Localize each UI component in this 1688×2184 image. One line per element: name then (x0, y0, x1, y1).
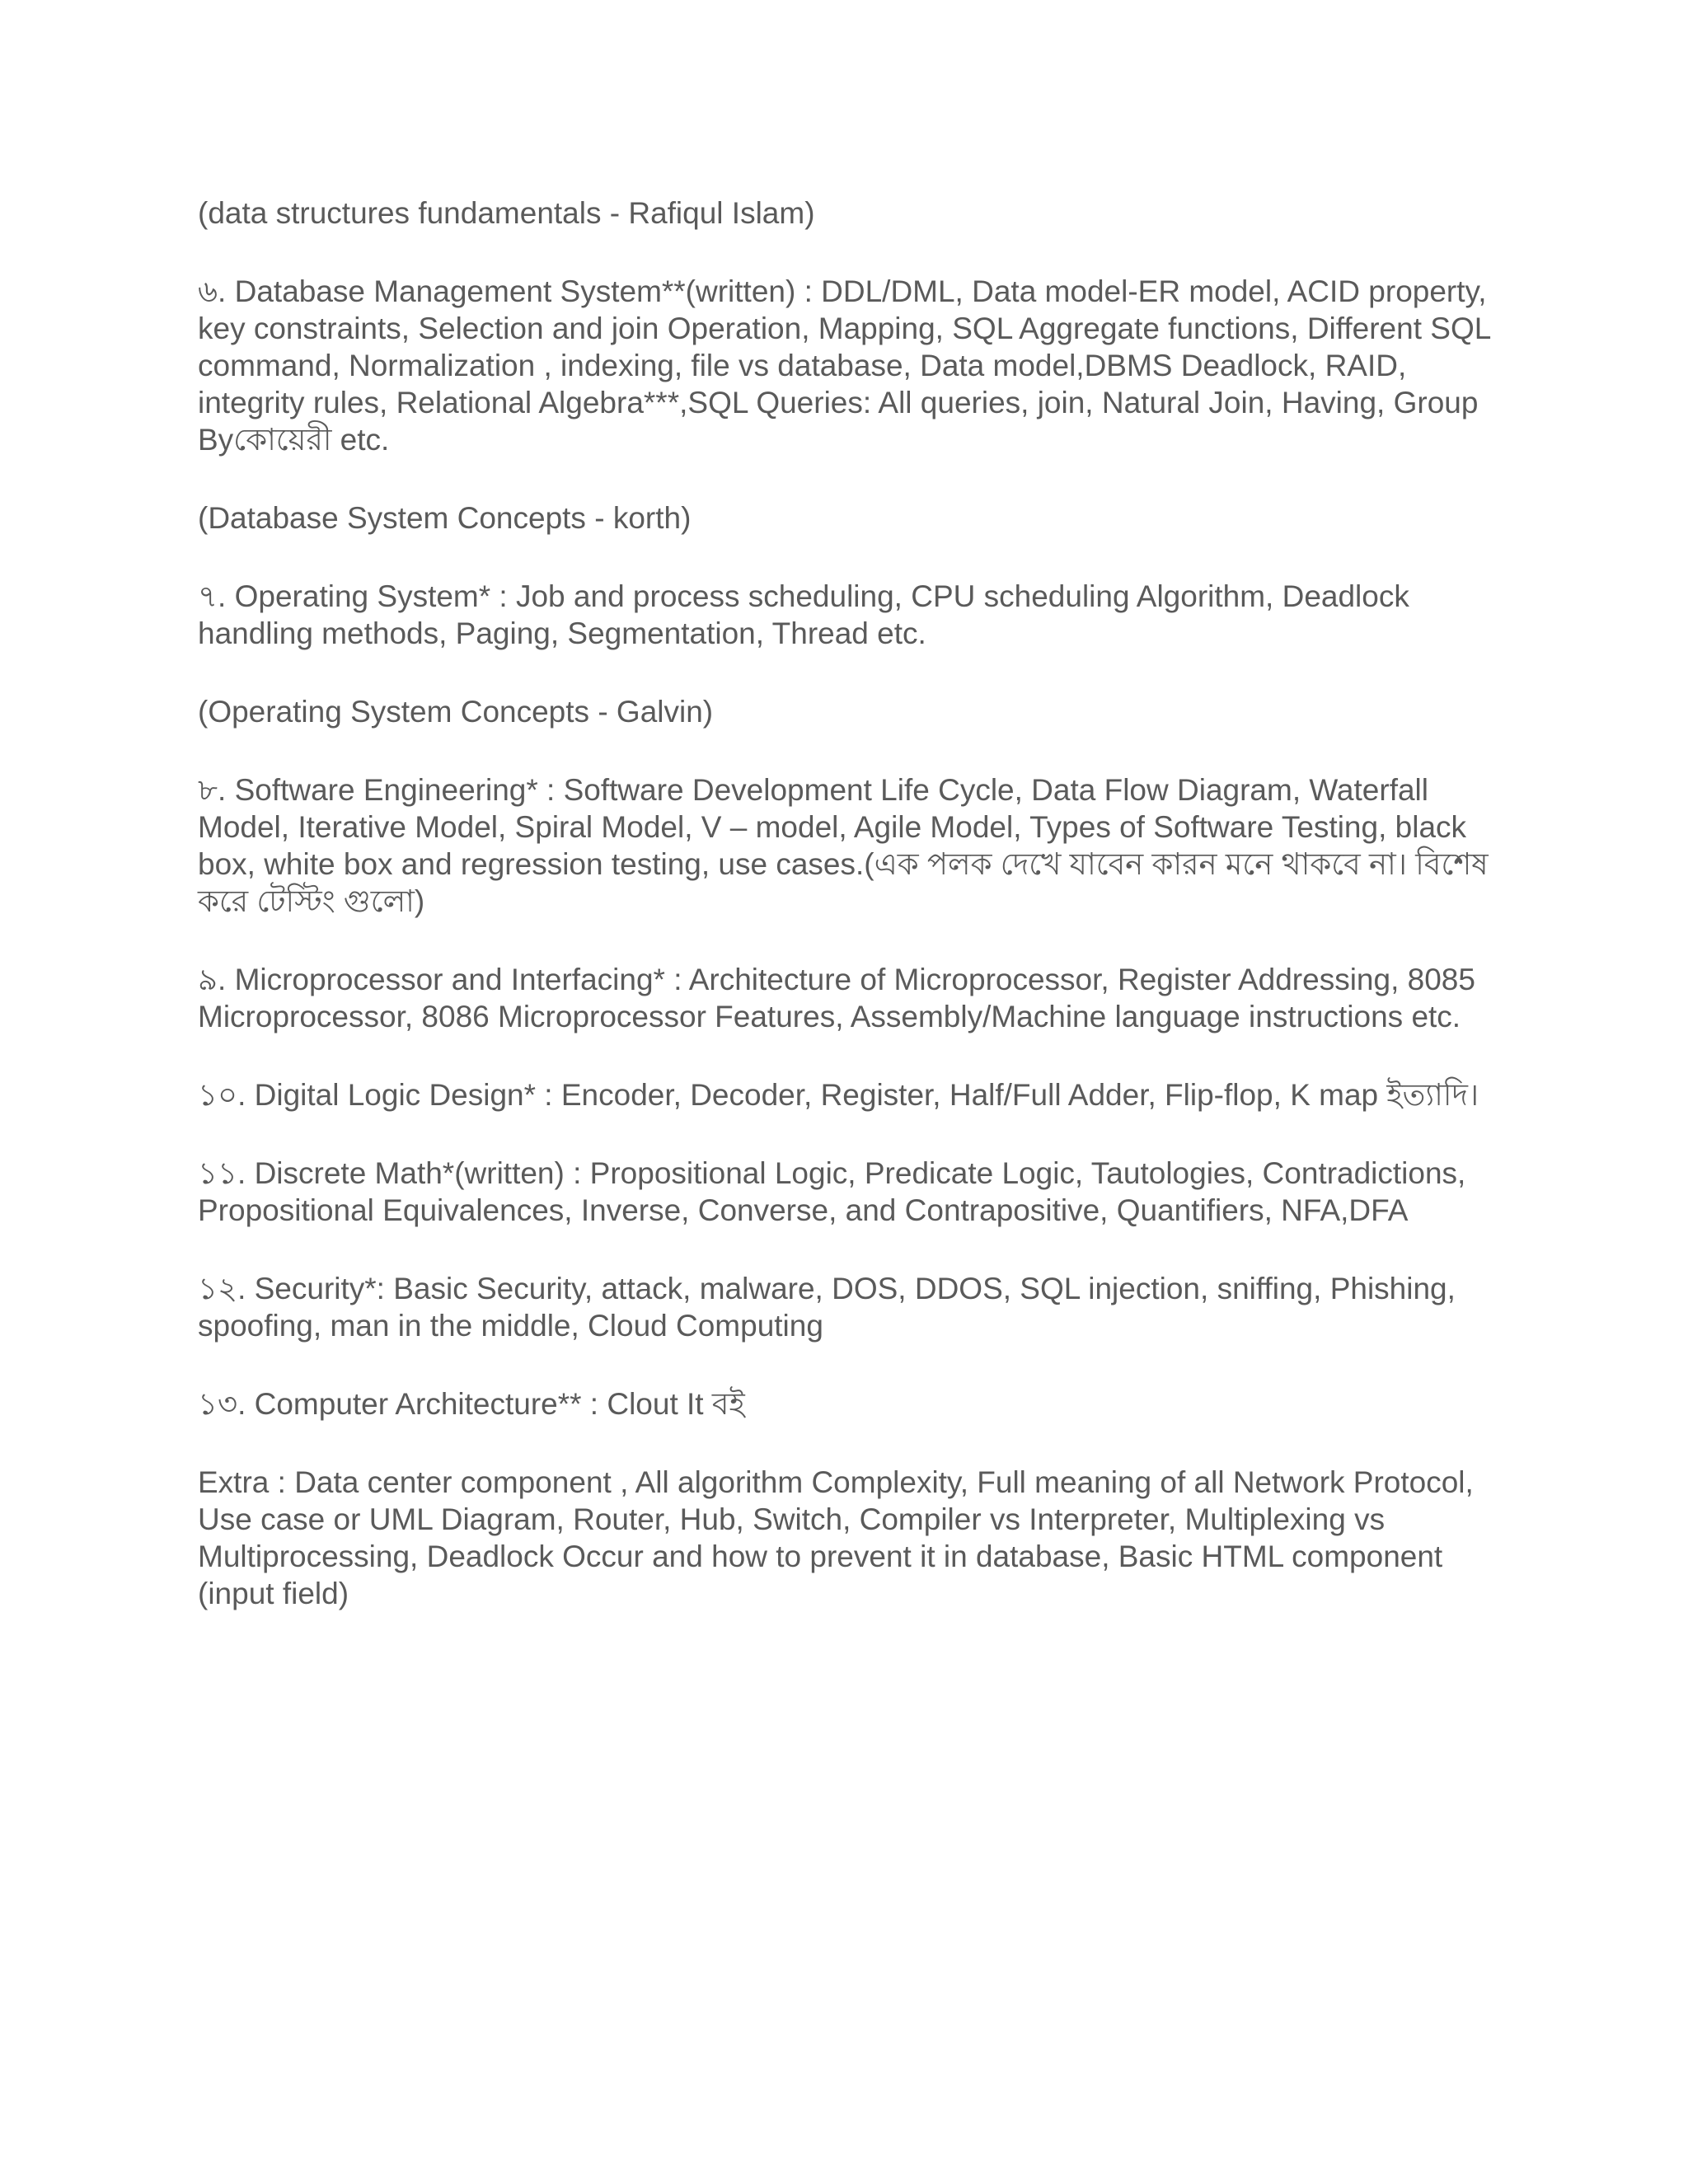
topic-microprocessor: ৯. Microprocessor and Interfacing* : Architecture of Microprocessor, Register Addressing, 8085 Microprocessor, 8086 Microprocessor Features, Assembly/Machine language instructions etc. (198, 963, 1475, 1033)
topic-extra: Extra : Data center component , All algorithm Complexity, Full meaning of all Network Protocol, Use case or UML Diagram, Router, Hub, Switch, Compiler vs Interpreter, Multiplexing vs Multiprocessing, Deadlock Occur and how to prevent it in database, Basic HTML component (input field) (198, 1465, 1474, 1610)
topic-security: ১২. Security*: Basic Security, attack, malware, DOS, DDOS, SQL injection, sniffing, Phishing, spoofing, man in the middle, Cloud Computing (198, 1272, 1456, 1343)
document-body (198, 194, 1508, 1653)
topic-digital-logic-design: ১০. Digital Logic Design* : Encoder, Decoder, Register, Half/Full Adder, Flip-flop, K map ইত্যাদি। (198, 1078, 1479, 1112)
reference-operating-system-concepts: (Operating System Concepts - Galvin) (198, 695, 714, 729)
reference-database-system-concepts: (Database System Concepts - korth) (198, 501, 692, 535)
topic-operating-system: ৭. Operating System* : Job and process scheduling, CPU scheduling Algorithm, Deadlock handling methods, Paging, Segmentation, Thread etc. (198, 579, 1409, 650)
reference-data-structures: (data structures fundamentals - Rafiqul Islam) (198, 196, 815, 230)
topic-software-engineering: ৮. Software Engineering* : Software Development Life Cycle, Data Flow Diagram, Waterfall Model, Iterative Model, Spiral Model, V – model, Agile Model, Types of Software Testing, black box, white box and regression testing, use cases.(এক পলক দেখে যাবেন কারন মনে থাকবে না। বিশেষ করে টেস্টিং গুলো) (198, 773, 1489, 918)
topic-discrete-math: ১১. Discrete Math*(written) : Propositional Logic, Predicate Logic, Tautologies, Contradictions, Propositional Equivalences, Inverse, Converse, and Contrapositive, Quantifiers, NFA,DFA (198, 1156, 1466, 1227)
topic-computer-architecture: ১৩. Computer Architecture** : Clout It বই (198, 1387, 745, 1421)
topic-database-management-system: ৬. Database Management System**(written) : DDL/DML, Data model-ER model, ACID property, key constraints, Selection and join Operation, Mapping, SQL Aggregate functions, Different SQL command, Normalization , indexing, file vs database, Data model,DBMS Deadlock, RAID, integrity rules, Relational Algebra***,SQL Queries: All queries, join, Natural Join, Having, Group Byকোয়েরী etc. (198, 274, 1490, 457)
